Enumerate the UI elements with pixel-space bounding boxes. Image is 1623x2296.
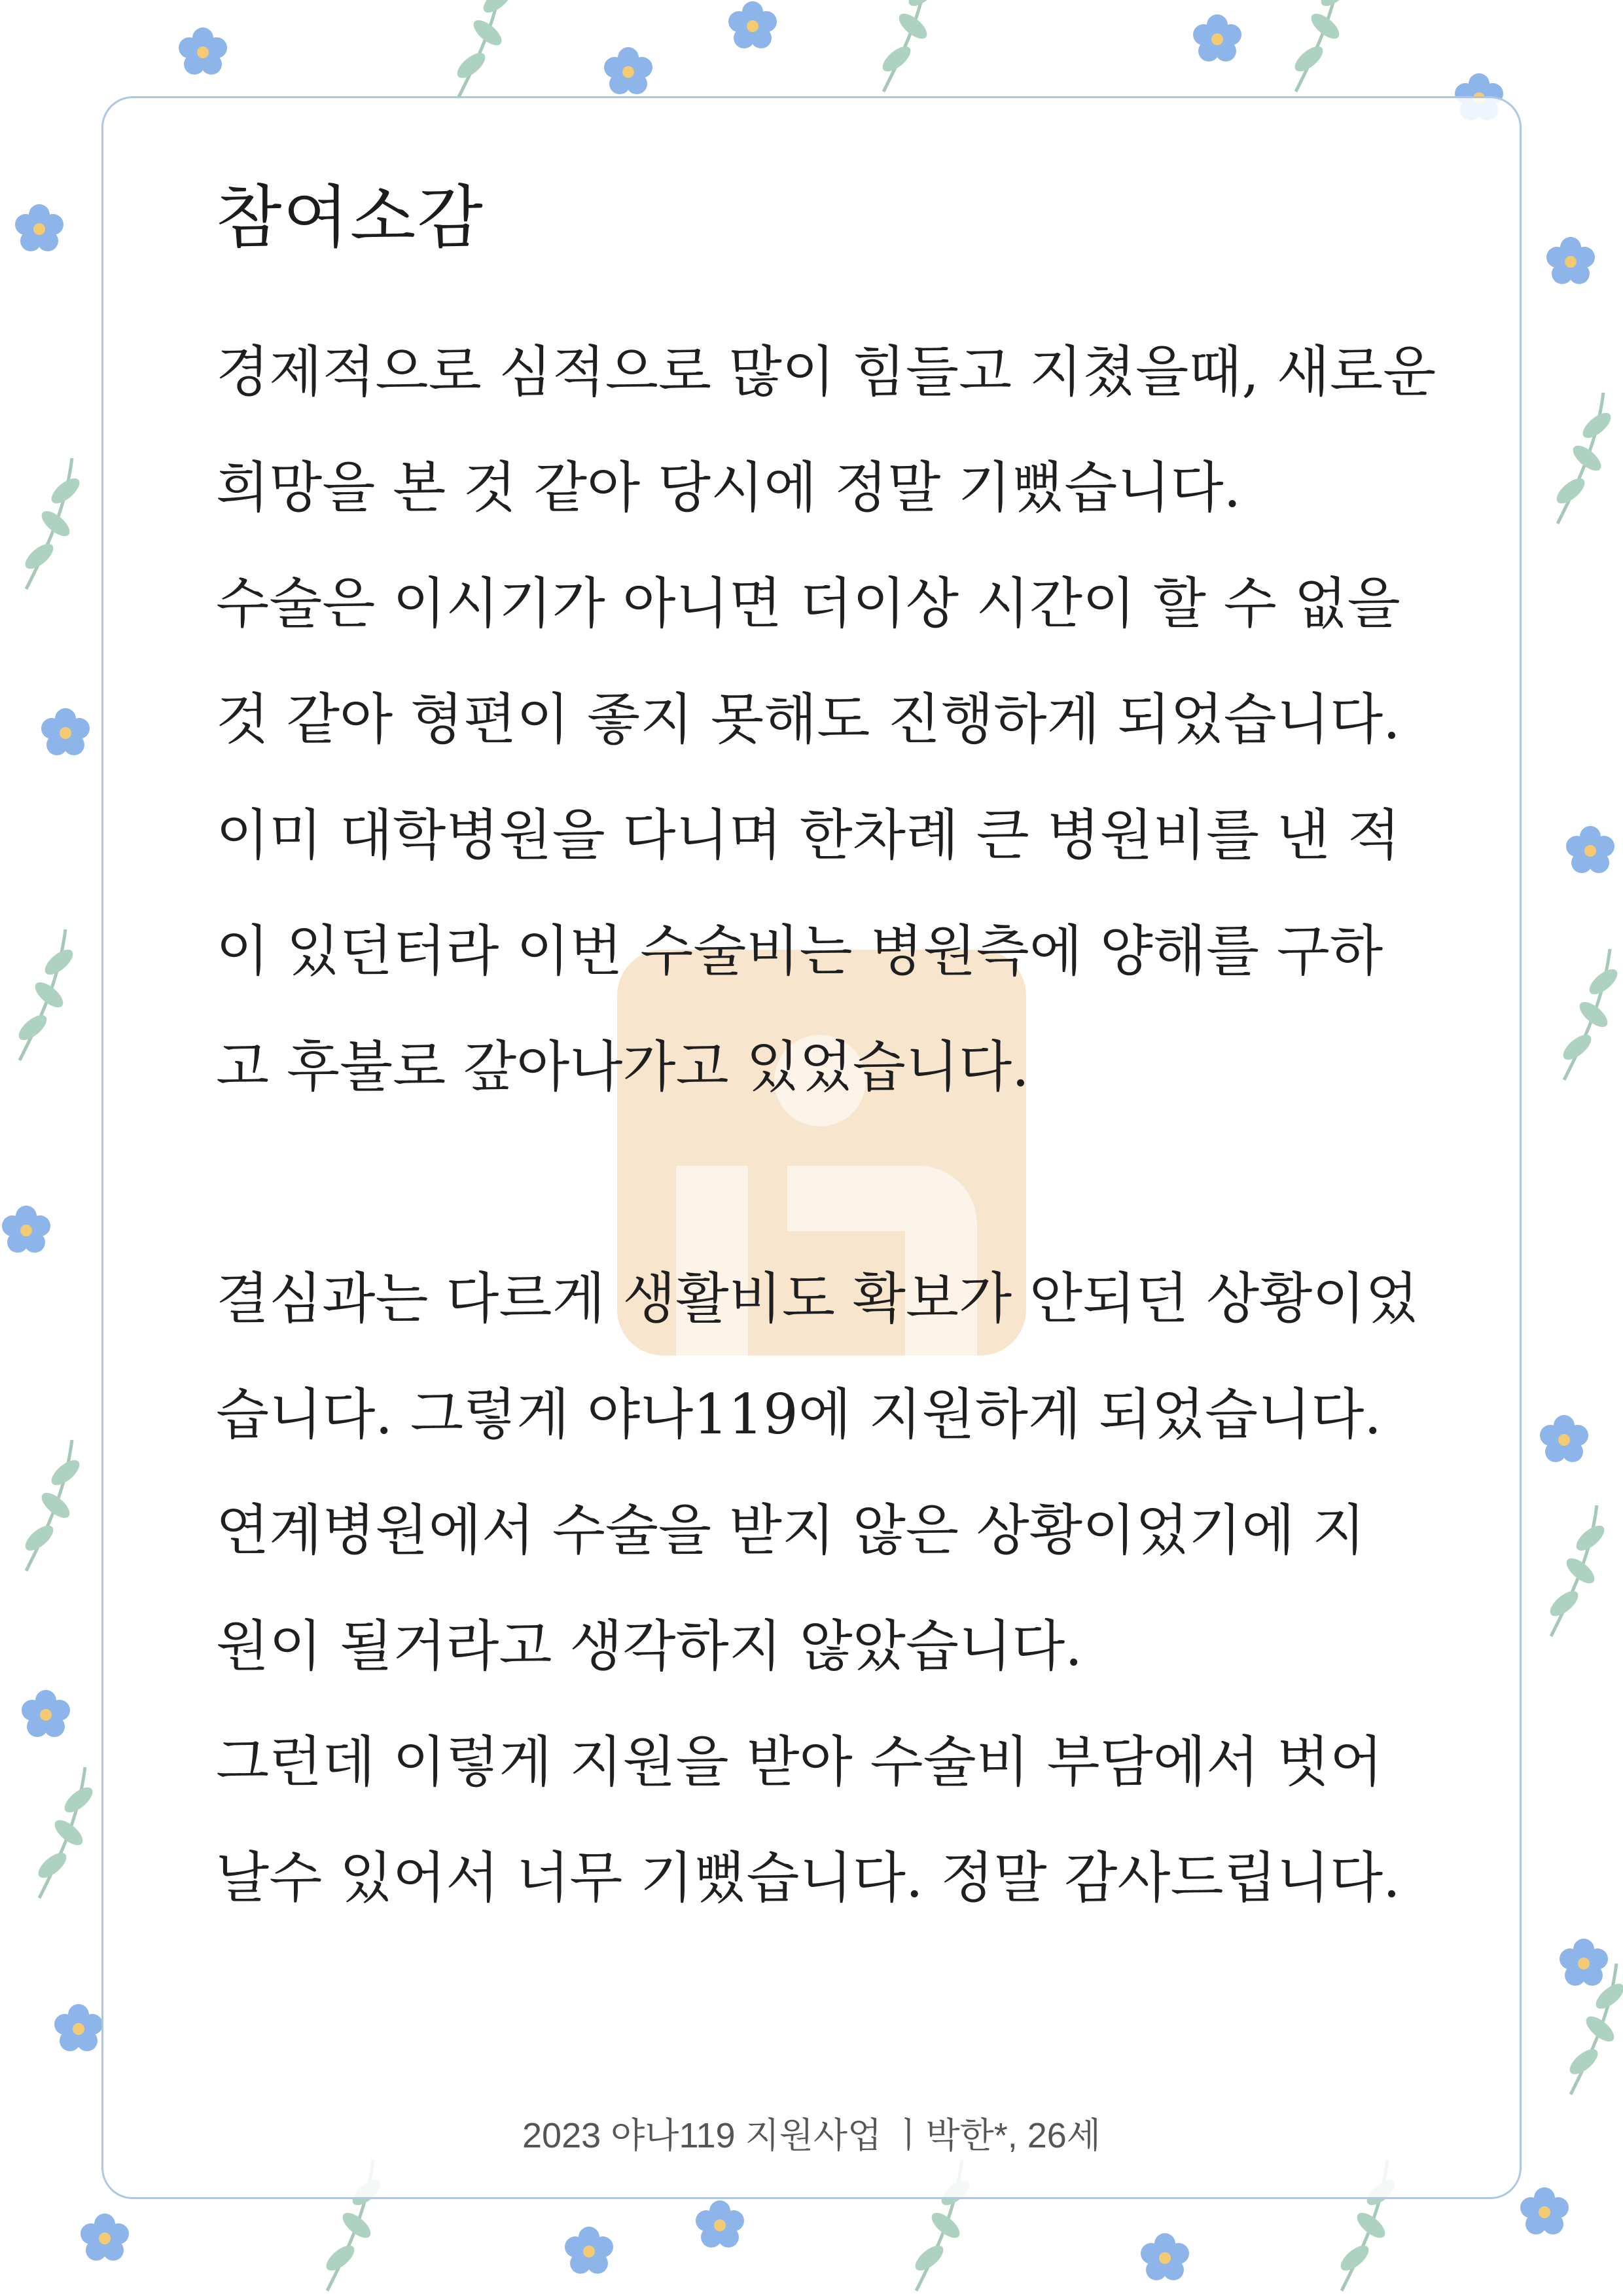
page-title: 참여소감 xyxy=(216,177,484,257)
body-line: 그런데 이렇게 지원을 받아 수술비 부담에서 벗어 xyxy=(216,1730,1383,1794)
body-line: 연계병원에서 수술을 받지 않은 상황이었기에 지 xyxy=(216,1498,1366,1562)
body-line: 습니다. 그렇게 야나119에 지원하게 되었습니다. xyxy=(216,1382,1382,1446)
body-line: 원이 될거라고 생각하지 않았습니다. xyxy=(216,1614,1082,1678)
paragraph-gap xyxy=(216,1125,1459,1241)
body-line: 희망을 본 것 같아 당시에 정말 기뻤습니다. xyxy=(216,456,1241,520)
body-line: 날수 있어서 너무 기뻤습니다. 정말 감사드립니다. xyxy=(216,1846,1400,1910)
body-line: 수술은 이시기가 아니면 더이상 시간이 할 수 없을 xyxy=(216,571,1400,636)
body-line: 고 후불로 갚아나가고 있었습니다. xyxy=(216,1035,1029,1099)
body-line: 것 같아 형편이 좋지 못해도 진행하게 되었습니다. xyxy=(216,687,1400,751)
body-line: 경제적으로 심적으로 많이 힘들고 지쳤을때, 새로운 xyxy=(216,340,1436,404)
footer-caption: 2023 야나119 지원사업 ㅣ박한*, 26세 xyxy=(522,2116,1101,2155)
body-line: 이 있던터라 이번 수술비는 병원측에 양해를 구하 xyxy=(216,919,1383,983)
letter-body xyxy=(216,314,1459,1936)
body-line: 이미 대학병원을 다니며 한차례 큰 병원비를 낸 적 xyxy=(216,803,1400,867)
body-line: 결심과는 다르게 생활비도 확보가 안되던 상황이었 xyxy=(216,1266,1419,1331)
